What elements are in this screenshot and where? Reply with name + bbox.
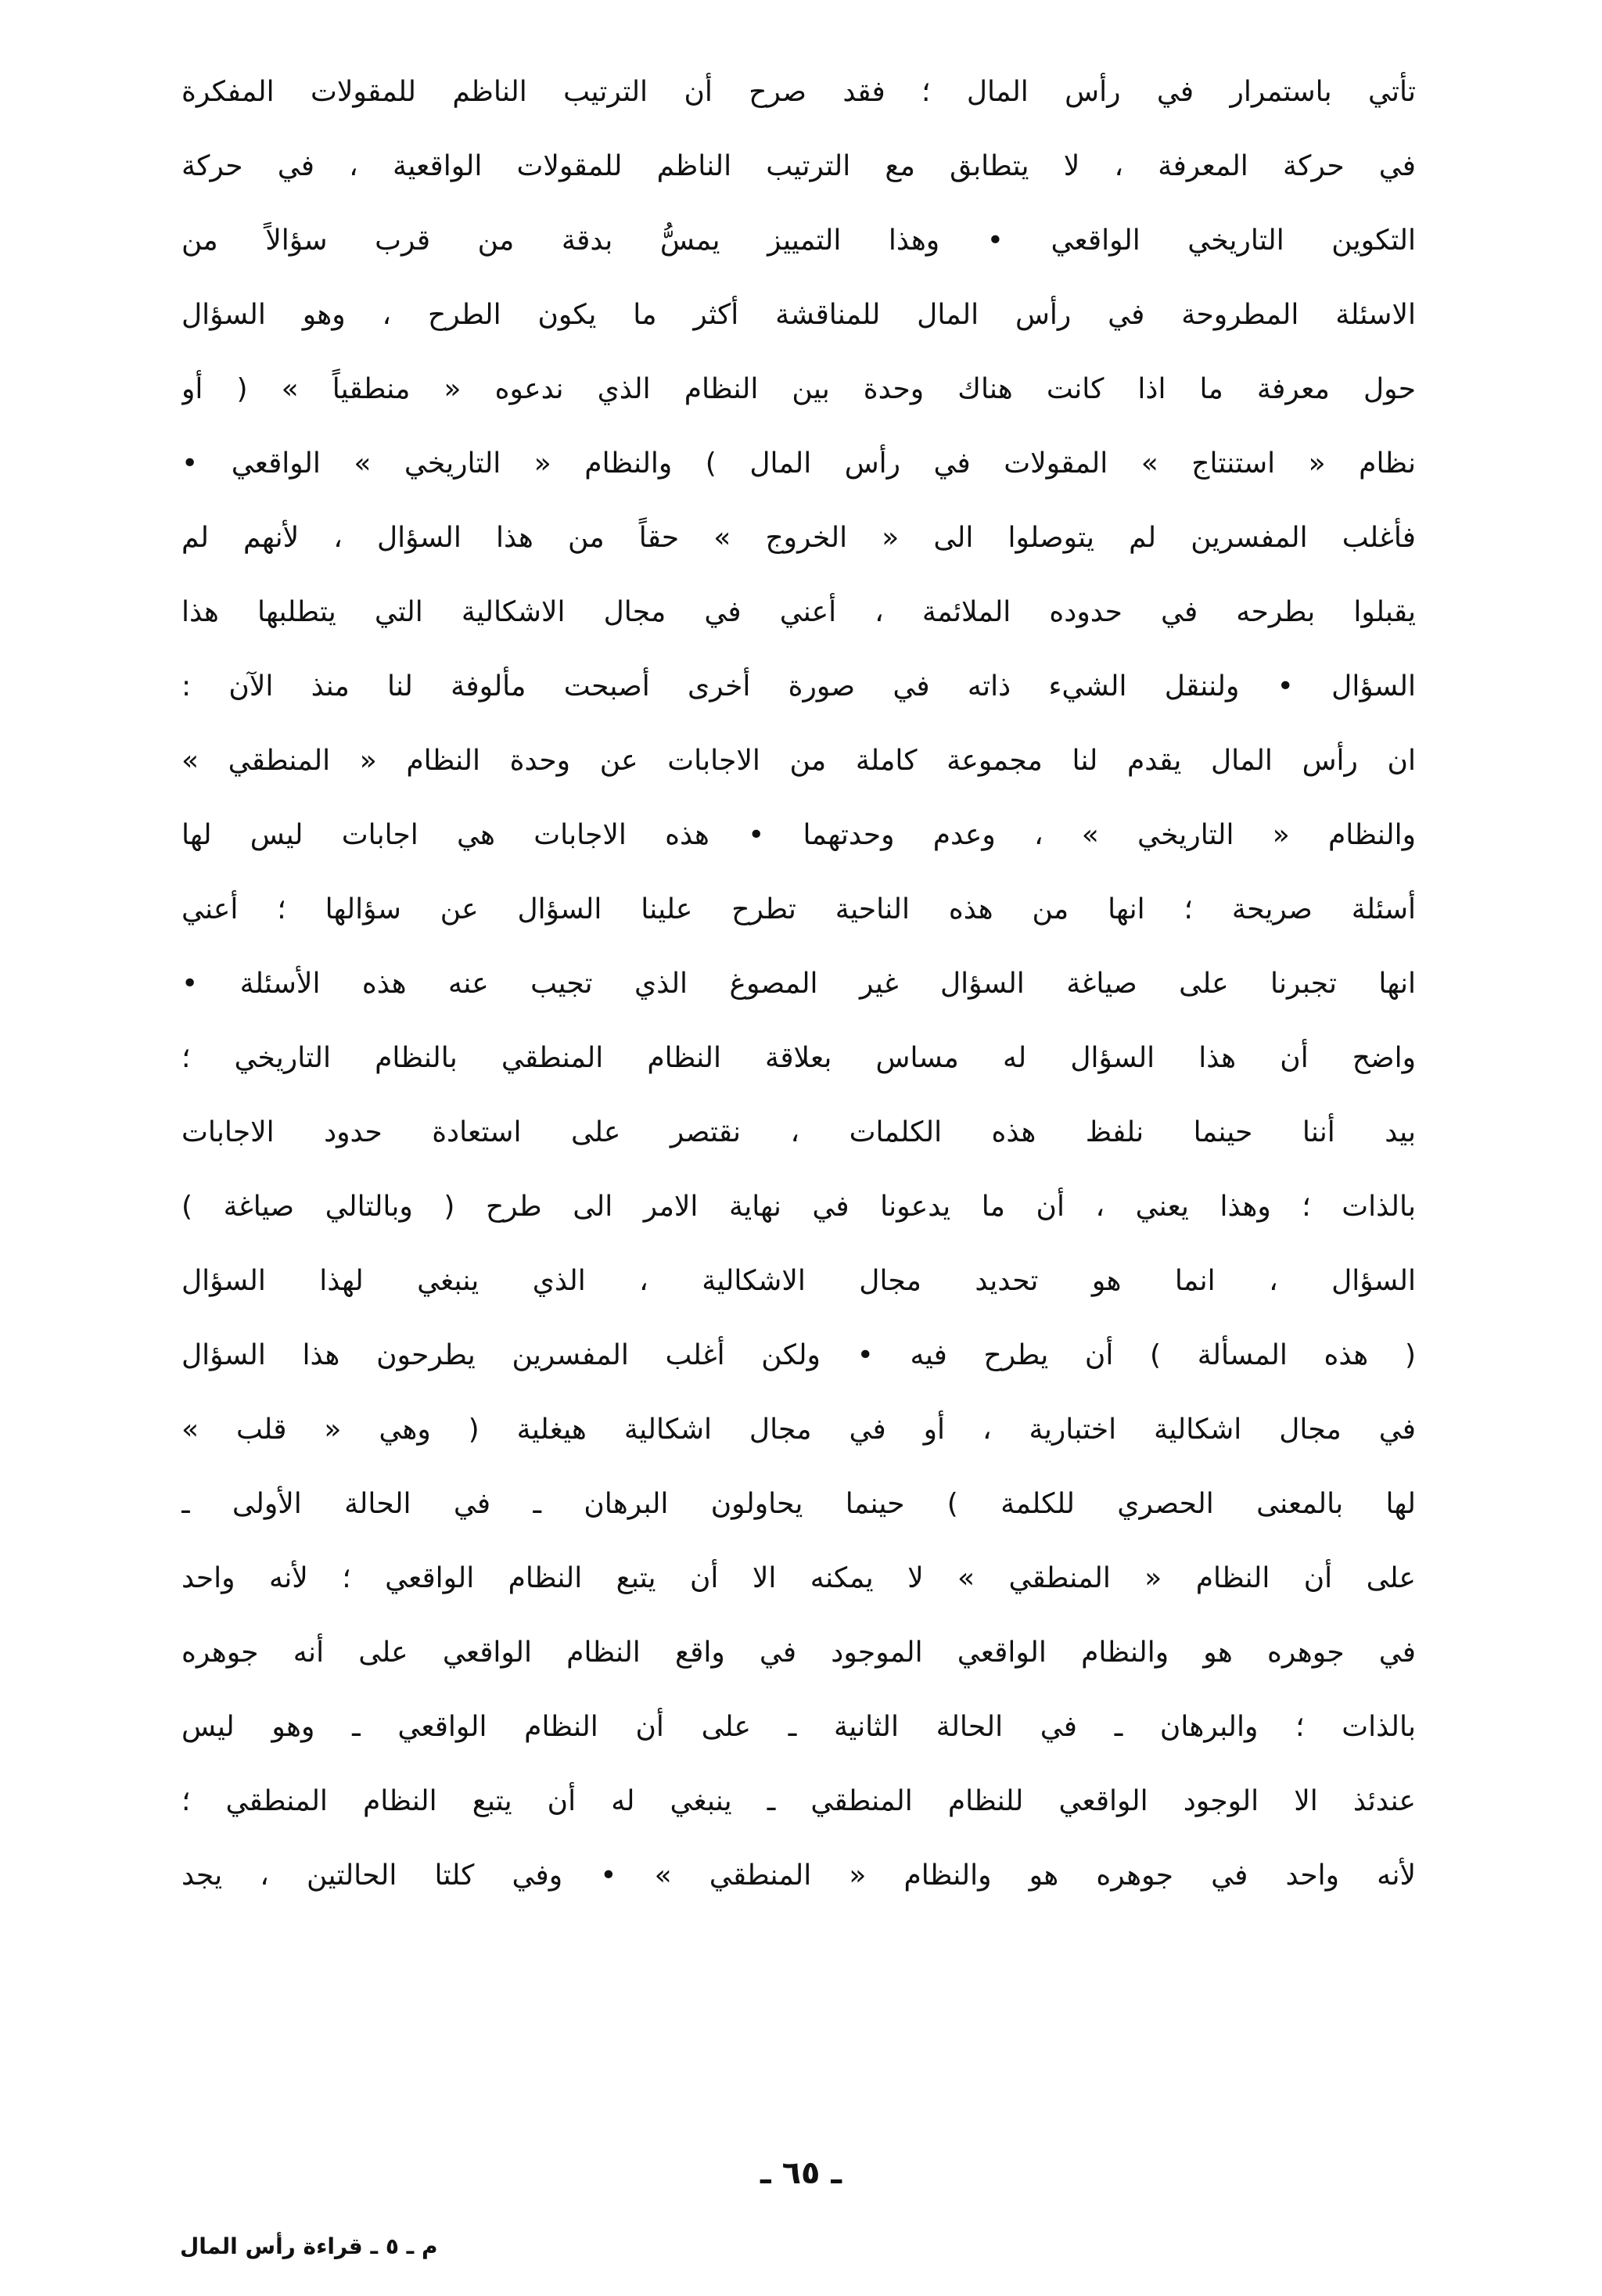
text-line: بالذات ؛ وهذا يعني ، أن ما يدعونا في نهاية الامر الى طرح ( وبالتالي صياغة ) — [181, 1191, 1416, 1223]
text-line: حول معرفة ما اذا كانت هناك وحدة بين النظام الذي ندعوه « منطقياً » ( أو — [181, 373, 1416, 405]
text-line: عندئذ الا الوجود الواقعي للنظام المنطقي ـ ينبغي له أن يتبع النظام المنطقي ؛ — [181, 1785, 1416, 1817]
text-line: السؤال • ولننقل الشيء ذاته في صورة أخرى أصبحت مألوفة لنا منذ الآن : — [181, 670, 1416, 702]
text-line: بيد أننا حينما نلفظ هذه الكلمات ، نقتصر على استعادة حدود الاجابات — [181, 1116, 1416, 1148]
text-line: في مجال اشكالية اختبارية ، أو في مجال اشكالية هيغلية ( وهي « قلب » — [181, 1414, 1416, 1446]
footer-note: م ـ ٥ ـ قراءة رأس المال — [180, 2233, 438, 2259]
text-line: في حركة المعرفة ، لا يتطابق مع الترتيب الناظم للمقولات الواقعية ، في حركة — [181, 150, 1416, 182]
body-text — [181, 55, 1416, 1913]
text-line: انها تجبرنا على صياغة السؤال غير المصوغ الذي تجيب عنه هذه الأسئلة • — [181, 968, 1416, 1000]
text-line: فأغلب المفسرين لم يتوصلوا الى « الخروج » حقاً من هذا السؤال ، لأنهم لم — [181, 522, 1416, 554]
text-line: الاسئلة المطروحة في رأس المال للمناقشة أكثر ما يكون الطرح ، وهو السؤال — [181, 299, 1416, 331]
text-line: على أن النظام « المنطقي » لا يمكنه الا أن يتبع النظام الواقعي ؛ لأنه واحد — [181, 1562, 1416, 1594]
text-line: نظام « استنتاج » المقولات في رأس المال ) والنظام « التاريخي » الواقعي • — [181, 447, 1416, 480]
text-line: تأتي باستمرار في رأس المال ؛ فقد صرح أن الترتيب الناظم للمقولات المفكرة — [181, 76, 1416, 108]
text-line: بالذات ؛ والبرهان ـ في الحالة الثانية ـ على أن النظام الواقعي ـ وهو ليس — [181, 1711, 1416, 1743]
text-line: في جوهره هو والنظام الواقعي الموجود في واقع النظام الواقعي على أنه جوهره — [181, 1637, 1416, 1669]
text-line: ان رأس المال يقدم لنا مجموعة كاملة من الاجابات عن وحدة النظام « المنطقي » — [181, 745, 1416, 777]
text-line: التكوين التاريخي الواقعي • وهذا التمييز يمسُّ بدقة من قرب سؤالاً من — [181, 225, 1416, 257]
text-line: يقبلوا بطرحه في حدوده الملائمة ، أعني في مجال الاشكالية التي يتطلبها هذا — [181, 596, 1416, 628]
text-line: لها بالمعنى الحصري للكلمة ) حينما يحاولون البرهان ـ في الحالة الأولى ـ — [181, 1488, 1416, 1520]
text-line: السؤال ، انما هو تحديد مجال الاشكالية ، الذي ينبغي لهذا السؤال — [181, 1265, 1416, 1297]
text-line: واضح أن هذا السؤال له مساس بعلاقة النظام المنطقي بالنظام التاريخي ؛ — [181, 1042, 1416, 1074]
page-number: ـ ٦٥ ـ — [760, 2155, 842, 2191]
text-line: ( هذه المسألة ) أن يطرح فيه • ولكن أغلب المفسرين يطرحون هذا السؤال — [181, 1339, 1416, 1371]
text-line: والنظام « التاريخي » ، وعدم وحدتهما • هذه الاجابات هي اجابات ليس لها — [181, 819, 1416, 851]
text-line: أسئلة صريحة ؛ انها من هذه الناحية تطرح علينا السؤال عن سؤالها ؛ أعني — [181, 893, 1416, 925]
text-line: لأنه واحد في جوهره هو والنظام « المنطقي » • وفي كلتا الحالتين ، يجد — [181, 1859, 1416, 1892]
